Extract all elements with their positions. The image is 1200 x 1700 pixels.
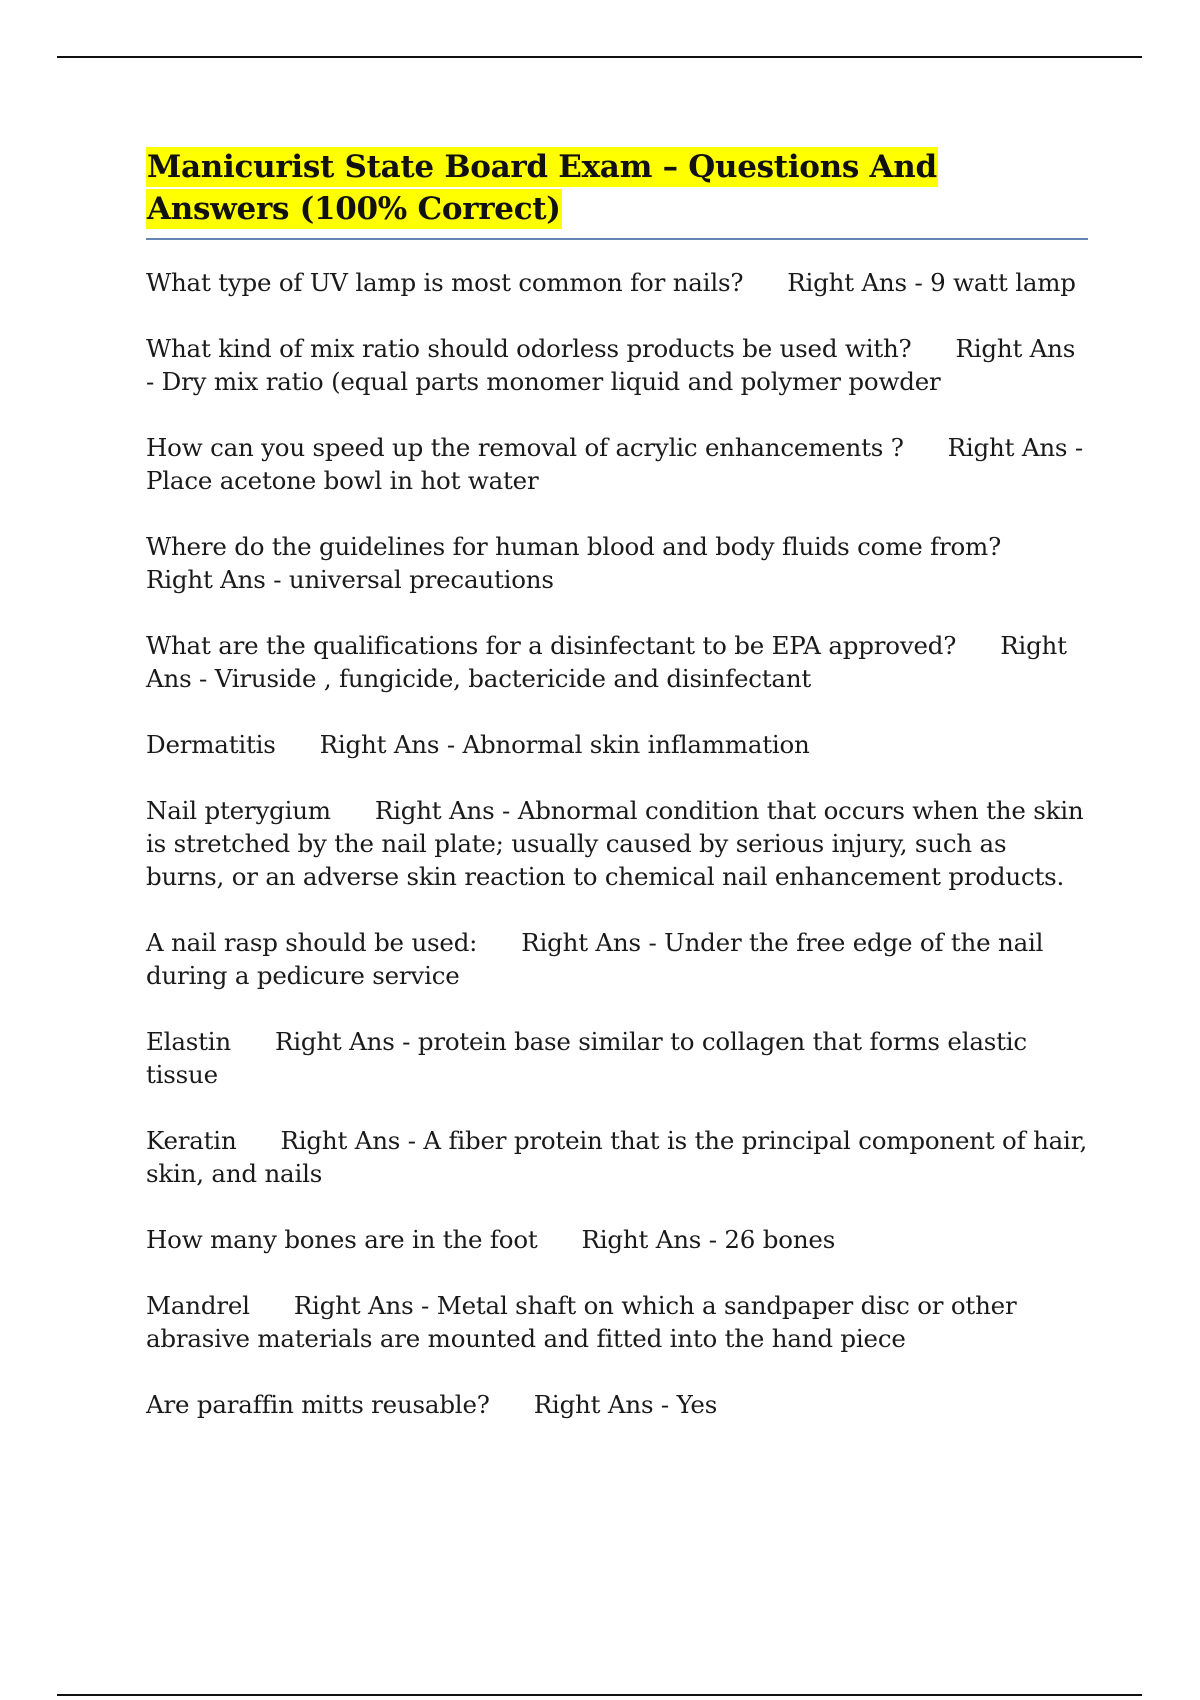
question-text: How can you speed up the removal of acrylic enhancements ? [146, 433, 904, 462]
qa-item [146, 1289, 1088, 1355]
answer-text: 9 watt lamp [930, 268, 1076, 297]
answer-text: Viruside , fungicide, bactericide and disinfectant [214, 664, 812, 693]
document-body [146, 146, 1088, 1454]
qa-item [146, 794, 1088, 893]
question-text: Dermatitis [146, 730, 276, 759]
qa-item [146, 1223, 1088, 1256]
answer-text: Metal shaft on which a sandpaper disc or other abrasive materials are mounted and fitted into the hand piece [146, 1291, 1017, 1353]
question-text: What kind of mix ratio should odorless products be used with? [146, 334, 912, 363]
question-text: What type of UV lamp is most common for nails? [146, 268, 744, 297]
qa-item [146, 629, 1088, 695]
question-text: How many bones are in the foot [146, 1225, 538, 1254]
answer-text: Abnormal skin inflammation [462, 730, 810, 759]
answer-text: Under the free edge of the nail during a pedicure service [146, 928, 1044, 990]
answer-prefix: Right Ans - [947, 433, 1083, 462]
qa-item [146, 1124, 1088, 1190]
question-text: Are paraffin mitts reusable? [146, 1390, 490, 1419]
question-text: Where do the guidelines for human blood and body fluids come from? [146, 532, 1002, 561]
answer-prefix: Right Ans - [274, 1027, 418, 1056]
question-text: Elastin [146, 1027, 231, 1056]
qa-item [146, 1388, 1088, 1421]
question-text: Nail pterygium [146, 796, 331, 825]
footer-rule [57, 1694, 1142, 1696]
qa-item [146, 1025, 1088, 1091]
qa-item [146, 431, 1088, 497]
answer-text: Yes [676, 1390, 718, 1419]
answer-prefix: Right Ans - [146, 565, 289, 594]
answer-prefix: Right Ans - [581, 1225, 725, 1254]
title-highlight: Manicurist State Board Exam – Questions And Answers (100% Correct) [147, 149, 937, 227]
qa-item [146, 332, 1088, 398]
question-text: What are the qualifications for a disinfectant to be EPA approved? [146, 631, 957, 660]
header-rule [57, 56, 1142, 58]
question-text: A nail rasp should be used: [146, 928, 478, 957]
qa-list [146, 266, 1088, 1421]
answer-text: Dry mix ratio (equal parts monomer liquid and polymer powder [161, 367, 941, 396]
question-text: Keratin [146, 1126, 237, 1155]
question-text: Mandrel [146, 1291, 250, 1320]
qa-item [146, 530, 1088, 596]
document-title [146, 146, 1088, 230]
answer-text: Abnormal condition that occurs when the skin is stretched by the nail plate; usually caused by serious injury, such as burns, or an adverse skin reaction to chemical nail enhancement products. [146, 796, 1084, 891]
answer-text: universal precautions [288, 565, 554, 594]
answer-text: A fiber protein that is the principal component of hair, skin, and nails [146, 1126, 1088, 1188]
answer-prefix: Right Ans - [293, 1291, 437, 1320]
answer-text: Place acetone bowl in hot water [146, 466, 539, 495]
answer-prefix: Right Ans - [374, 796, 518, 825]
qa-item [146, 926, 1088, 992]
answer-prefix: Right Ans - [533, 1390, 677, 1419]
qa-item [146, 728, 1088, 761]
answer-prefix: Right Ans - [521, 928, 665, 957]
answer-text: 26 bones [724, 1225, 836, 1254]
answer-prefix: Right Ans - [319, 730, 463, 759]
answer-prefix: Right Ans - [280, 1126, 424, 1155]
answer-prefix: Right Ans - [787, 268, 931, 297]
title-underline [146, 238, 1088, 240]
answer-text: protein base similar to collagen that forms elastic tissue [146, 1027, 1027, 1089]
qa-item [146, 266, 1088, 299]
answer-prefix: Right Ans - [146, 631, 1067, 693]
answer-prefix: Right Ans - [146, 334, 1076, 396]
